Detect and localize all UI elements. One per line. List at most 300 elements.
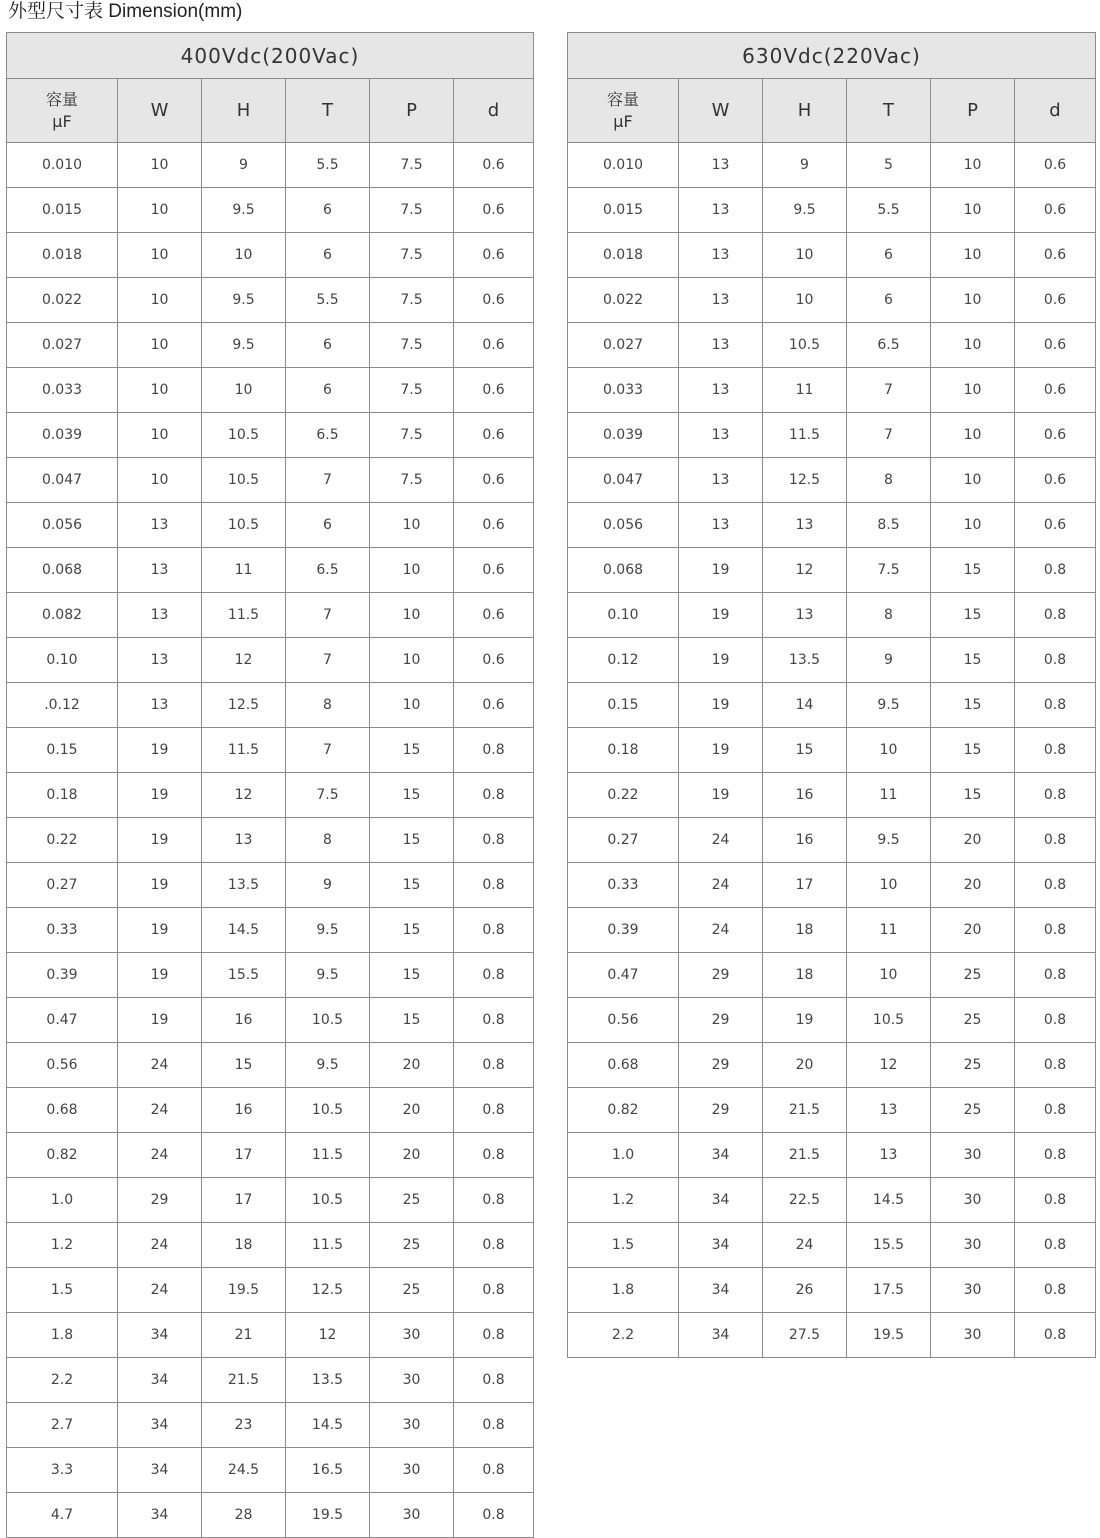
width-cell: 13 (118, 683, 202, 728)
capacitance-header (568, 79, 679, 143)
thickness-cell: 9.5 (286, 953, 370, 998)
capacitance-cell: 0.18 (7, 773, 118, 818)
height-cell: 19 (763, 998, 847, 1043)
height-cell: 10 (202, 368, 286, 413)
lead-diameter-cell: 0.8 (1015, 548, 1096, 593)
height-cell: 10 (763, 278, 847, 323)
height-cell: 10 (763, 233, 847, 278)
thickness-cell: 9 (286, 863, 370, 908)
lead-diameter-cell: 0.8 (1015, 998, 1096, 1043)
thickness-cell: 10.5 (286, 1178, 370, 1223)
thickness-header: T (847, 79, 931, 143)
lead-diameter-cell: 0.6 (454, 458, 534, 503)
width-cell: 24 (118, 1088, 202, 1133)
width-cell: 34 (679, 1223, 763, 1268)
thickness-cell: 6 (286, 323, 370, 368)
lead-diameter-cell: 0.6 (1015, 143, 1096, 188)
table-row (7, 1178, 534, 1223)
table-row (568, 908, 1096, 953)
lead-diameter-cell: 0.6 (454, 143, 534, 188)
width-cell: 13 (679, 233, 763, 278)
pitch-cell: 25 (370, 1268, 454, 1313)
table-row (7, 548, 534, 593)
lead-diameter-cell: 0.8 (1015, 638, 1096, 683)
thickness-cell: 14.5 (847, 1178, 931, 1223)
thickness-cell: 7 (286, 458, 370, 503)
capacitance-cell: 0.056 (568, 503, 679, 548)
table-row (568, 1223, 1096, 1268)
table-row (568, 953, 1096, 998)
width-cell: 10 (118, 278, 202, 323)
pitch-cell: 10 (370, 683, 454, 728)
height-cell: 10.5 (202, 503, 286, 548)
capacitance-cell: 0.047 (568, 458, 679, 503)
thickness-cell: 11 (847, 773, 931, 818)
thickness-cell: 12.5 (286, 1268, 370, 1313)
pitch-cell: 15 (931, 593, 1015, 638)
thickness-cell: 6.5 (286, 413, 370, 458)
table-row (568, 188, 1096, 233)
thickness-cell: 19.5 (847, 1313, 931, 1358)
height-cell: 15 (763, 728, 847, 773)
width-cell: 13 (679, 278, 763, 323)
lead-diameter-cell: 0.8 (1015, 1223, 1096, 1268)
height-cell: 13 (763, 503, 847, 548)
table-row (568, 728, 1096, 773)
height-cell: 12 (763, 548, 847, 593)
height-cell: 21.5 (763, 1133, 847, 1178)
table-row (568, 1178, 1096, 1223)
thickness-cell: 11.5 (286, 1133, 370, 1178)
width-cell: 13 (679, 413, 763, 458)
width-cell: 10 (118, 143, 202, 188)
pitch-cell: 30 (370, 1313, 454, 1358)
width-cell: 19 (118, 953, 202, 998)
pitch-cell: 7.5 (370, 143, 454, 188)
width-cell: 24 (679, 908, 763, 953)
table-row (568, 1268, 1096, 1313)
thickness-cell: 13 (847, 1088, 931, 1133)
pitch-cell: 10 (931, 188, 1015, 233)
height-cell: 9.5 (202, 278, 286, 323)
table-row (7, 593, 534, 638)
thickness-cell: 10 (847, 728, 931, 773)
width-cell: 13 (118, 593, 202, 638)
capacitance-cell: 0.018 (7, 233, 118, 278)
pitch-cell: 30 (370, 1493, 454, 1538)
width-cell: 24 (118, 1268, 202, 1313)
capacitance-cell: 1.8 (568, 1268, 679, 1313)
lead-diameter-cell: 0.6 (454, 233, 534, 278)
thickness-cell: 6 (286, 188, 370, 233)
height-cell: 13 (763, 593, 847, 638)
lead-diameter-cell: 0.8 (454, 1133, 534, 1178)
thickness-cell: 10 (847, 953, 931, 998)
width-cell: 13 (679, 143, 763, 188)
table-row (7, 413, 534, 458)
table-row (7, 458, 534, 503)
lead-diameter-cell: 0.8 (1015, 1178, 1096, 1223)
capacitance-cell: 1.2 (7, 1223, 118, 1268)
pitch-cell: 10 (370, 548, 454, 593)
table-row (7, 1448, 534, 1493)
table-row (568, 1088, 1096, 1133)
capacitance-cell: 0.22 (568, 773, 679, 818)
lead-diameter-cell: 0.6 (454, 188, 534, 233)
pitch-cell: 7.5 (370, 188, 454, 233)
height-cell: 11.5 (202, 593, 286, 638)
width-cell: 13 (679, 368, 763, 413)
capacitance-cell: 0.010 (568, 143, 679, 188)
width-cell: 10 (118, 233, 202, 278)
width-cell: 29 (679, 953, 763, 998)
table-row (7, 323, 534, 368)
width-cell: 24 (118, 1223, 202, 1268)
thickness-cell: 11.5 (286, 1223, 370, 1268)
table-row (7, 1133, 534, 1178)
table-row (568, 143, 1096, 188)
capacitance-cell: 0.039 (7, 413, 118, 458)
height-cell: 21.5 (202, 1358, 286, 1403)
table-row (568, 1043, 1096, 1088)
lead-diameter-cell: 0.8 (454, 1268, 534, 1313)
thickness-cell: 7 (847, 413, 931, 458)
pitch-cell: 15 (370, 728, 454, 773)
height-cell: 12 (202, 773, 286, 818)
lead-diameter-cell: 0.8 (454, 863, 534, 908)
width-cell: 19 (118, 998, 202, 1043)
capacitance-header-line1: 容量 (606, 89, 639, 109)
pitch-cell: 25 (931, 953, 1015, 998)
pitch-cell: 7.5 (370, 413, 454, 458)
width-cell: 19 (118, 728, 202, 773)
thickness-cell: 7 (847, 368, 931, 413)
pitch-cell: 30 (931, 1133, 1015, 1178)
table-row (568, 233, 1096, 278)
lead-diameter-cell: 0.8 (1015, 1133, 1096, 1178)
pitch-cell: 15 (931, 728, 1015, 773)
height-cell: 16 (763, 773, 847, 818)
capacitance-cell: 0.022 (568, 278, 679, 323)
pitch-cell: 30 (931, 1223, 1015, 1268)
table-row (7, 863, 534, 908)
height-cell: 19.5 (202, 1268, 286, 1313)
height-cell: 12.5 (763, 458, 847, 503)
pitch-cell: 15 (370, 863, 454, 908)
capacitance-cell: 0.22 (7, 818, 118, 863)
height-cell: 11.5 (763, 413, 847, 458)
capacitance-cell: 1.5 (7, 1268, 118, 1313)
table-row (568, 278, 1096, 323)
height-cell: 11.5 (202, 728, 286, 773)
table-row (568, 1133, 1096, 1178)
pitch-cell: 30 (931, 1313, 1015, 1358)
capacitance-cell: 0.015 (568, 188, 679, 233)
pitch-cell: 25 (370, 1178, 454, 1223)
thickness-cell: 6 (286, 233, 370, 278)
thickness-cell: 6.5 (847, 323, 931, 368)
lead-diameter-cell: 0.8 (454, 818, 534, 863)
width-cell: 34 (118, 1493, 202, 1538)
pitch-cell: 20 (931, 818, 1015, 863)
pitch-cell: 20 (931, 863, 1015, 908)
capacitance-cell: 0.056 (7, 503, 118, 548)
voltage-title: 630Vdc(220Vac) (568, 33, 1096, 79)
height-cell: 9.5 (202, 188, 286, 233)
width-cell: 24 (679, 818, 763, 863)
width-cell: 34 (679, 1178, 763, 1223)
capacitance-cell: 0.015 (7, 188, 118, 233)
table-row (7, 1493, 534, 1538)
capacitance-cell: 0.039 (568, 413, 679, 458)
width-cell: 24 (118, 1133, 202, 1178)
thickness-cell: 5.5 (286, 278, 370, 323)
pitch-cell: 15 (370, 818, 454, 863)
height-cell: 17 (763, 863, 847, 908)
table-row (7, 638, 534, 683)
capacitance-cell: 0.33 (568, 863, 679, 908)
thickness-cell: 5 (847, 143, 931, 188)
height-cell: 21.5 (763, 1088, 847, 1133)
thickness-cell: 19.5 (286, 1493, 370, 1538)
width-cell: 13 (679, 458, 763, 503)
capacitance-cell: 0.27 (568, 818, 679, 863)
capacitance-cell: 0.027 (568, 323, 679, 368)
table-row (568, 683, 1096, 728)
table-row (568, 818, 1096, 863)
thickness-cell: 8 (286, 818, 370, 863)
lead-diameter-cell: 0.8 (1015, 1313, 1096, 1358)
thickness-cell: 7 (286, 593, 370, 638)
capacitance-cell: 0.56 (568, 998, 679, 1043)
pitch-cell: 7.5 (370, 368, 454, 413)
height-cell: 9 (763, 143, 847, 188)
lead-diameter-cell: 0.6 (454, 638, 534, 683)
lead-diameter-cell: 0.8 (1015, 683, 1096, 728)
thickness-cell: 7.5 (286, 773, 370, 818)
height-cell: 16 (763, 818, 847, 863)
lead-diameter-cell: 0.8 (1015, 728, 1096, 773)
lead-diameter-cell: 0.6 (454, 593, 534, 638)
thickness-cell: 10 (847, 863, 931, 908)
thickness-cell: 7.5 (847, 548, 931, 593)
lead-diameter-cell: 0.8 (454, 1448, 534, 1493)
pitch-cell: 30 (931, 1178, 1015, 1223)
thickness-cell: 9.5 (286, 908, 370, 953)
capacitance-cell: 0.39 (568, 908, 679, 953)
height-cell: 13.5 (202, 863, 286, 908)
table-row (568, 548, 1096, 593)
thickness-cell: 9.5 (847, 683, 931, 728)
capacitance-cell: 0.047 (7, 458, 118, 503)
width-cell: 10 (118, 458, 202, 503)
width-cell: 10 (118, 368, 202, 413)
thickness-cell: 15.5 (847, 1223, 931, 1268)
capacitance-cell: 1.2 (568, 1178, 679, 1223)
dimension-table-630vdc (567, 32, 1096, 1358)
height-cell: 9.5 (763, 188, 847, 233)
capacitance-cell: 0.47 (7, 998, 118, 1043)
pitch-cell: 30 (370, 1448, 454, 1493)
thickness-cell: 8 (847, 458, 931, 503)
height-cell: 18 (202, 1223, 286, 1268)
width-cell: 24 (118, 1043, 202, 1088)
thickness-cell: 9 (847, 638, 931, 683)
pitch-cell: 20 (370, 1133, 454, 1178)
capacitance-cell: 1.0 (568, 1133, 679, 1178)
voltage-title: 400Vdc(200Vac) (7, 33, 534, 79)
lead-diameter-cell: 0.8 (454, 998, 534, 1043)
lead-diameter-cell: 0.8 (454, 908, 534, 953)
pitch-cell: 30 (370, 1358, 454, 1403)
height-cell: 17 (202, 1133, 286, 1178)
capacitance-cell: 0.15 (568, 683, 679, 728)
thickness-cell: 12 (286, 1313, 370, 1358)
capacitance-cell: 1.8 (7, 1313, 118, 1358)
width-cell: 19 (118, 818, 202, 863)
thickness-cell: 9.5 (286, 1043, 370, 1088)
thickness-cell: 17.5 (847, 1268, 931, 1313)
pitch-cell: 10 (931, 368, 1015, 413)
pitch-header: P (370, 79, 454, 143)
capacitance-header-line2: μF (52, 111, 72, 131)
lead-diameter-cell: 0.8 (1015, 1268, 1096, 1313)
height-cell: 24.5 (202, 1448, 286, 1493)
table-row (7, 503, 534, 548)
height-cell: 16 (202, 1088, 286, 1133)
height-cell: 27.5 (763, 1313, 847, 1358)
pitch-cell: 10 (931, 233, 1015, 278)
width-cell: 10 (118, 413, 202, 458)
pitch-cell: 10 (931, 503, 1015, 548)
capacitance-cell: 0.47 (568, 953, 679, 998)
height-cell: 9.5 (202, 323, 286, 368)
height-cell: 18 (763, 953, 847, 998)
pitch-cell: 20 (370, 1043, 454, 1088)
table-row (7, 773, 534, 818)
table-row (7, 233, 534, 278)
capacitance-cell: 0.082 (7, 593, 118, 638)
width-cell: 19 (118, 773, 202, 818)
thickness-cell: 14.5 (286, 1403, 370, 1448)
thickness-cell: 11 (847, 908, 931, 953)
table-row (7, 368, 534, 413)
thickness-cell: 6 (286, 503, 370, 548)
capacitance-cell: 0.033 (7, 368, 118, 413)
pitch-cell: 15 (931, 548, 1015, 593)
capacitance-cell: 0.027 (7, 323, 118, 368)
pitch-cell: 10 (931, 458, 1015, 503)
height-cell: 9 (202, 143, 286, 188)
capacitance-cell: 0.82 (7, 1133, 118, 1178)
table-row (568, 638, 1096, 683)
thickness-cell: 13 (847, 1133, 931, 1178)
capacitance-header-line1: 容量 (45, 89, 78, 109)
table-row (568, 863, 1096, 908)
pitch-cell: 10 (370, 638, 454, 683)
pitch-cell: 25 (931, 1088, 1015, 1133)
height-cell: 10.5 (202, 413, 286, 458)
width-cell: 34 (118, 1358, 202, 1403)
height-cell: 26 (763, 1268, 847, 1313)
lead-diameter-cell: 0.6 (454, 323, 534, 368)
height-cell: 10.5 (202, 458, 286, 503)
pitch-cell: 15 (931, 683, 1015, 728)
height-cell: 21 (202, 1313, 286, 1358)
width-cell: 19 (679, 548, 763, 593)
table-row (568, 593, 1096, 638)
lead-diameter-cell: 0.6 (1015, 188, 1096, 233)
width-cell: 19 (679, 638, 763, 683)
capacitance-cell: 0.10 (568, 593, 679, 638)
height-cell: 16 (202, 998, 286, 1043)
capacitance-cell: 0.68 (568, 1043, 679, 1088)
lead-diameter-cell: 0.8 (454, 1043, 534, 1088)
width-cell: 34 (679, 1268, 763, 1313)
capacitance-header-line2: μF (613, 111, 633, 131)
table-row (7, 188, 534, 233)
lead-diameter-cell: 0.6 (454, 413, 534, 458)
lead-diameter-cell: 0.8 (454, 953, 534, 998)
capacitance-header (7, 79, 118, 143)
height-cell: 12.5 (202, 683, 286, 728)
height-cell: 14 (763, 683, 847, 728)
capacitance-cell: 0.12 (568, 638, 679, 683)
capacitance-cell: 2.7 (7, 1403, 118, 1448)
lead-diameter-cell: 0.8 (454, 1088, 534, 1133)
capacitance-cell: .0.12 (7, 683, 118, 728)
lead-diameter-cell: 0.8 (454, 1313, 534, 1358)
thickness-cell: 10.5 (286, 998, 370, 1043)
lead-diameter-cell: 0.6 (1015, 278, 1096, 323)
pitch-cell: 30 (931, 1268, 1015, 1313)
lead-diameter-header: d (454, 79, 534, 143)
capacitance-cell: 0.15 (7, 728, 118, 773)
lead-diameter-cell: 0.8 (454, 1178, 534, 1223)
table-row (7, 1268, 534, 1313)
table-row (7, 143, 534, 188)
width-cell: 24 (679, 863, 763, 908)
height-cell: 15 (202, 1043, 286, 1088)
capacitance-cell: 2.2 (568, 1313, 679, 1358)
height-cell: 14.5 (202, 908, 286, 953)
thickness-cell: 6 (847, 278, 931, 323)
capacitance-cell: 4.7 (7, 1493, 118, 1538)
width-cell: 13 (679, 503, 763, 548)
capacitance-cell: 0.10 (7, 638, 118, 683)
capacitance-cell: 0.018 (568, 233, 679, 278)
thickness-cell: 8 (286, 683, 370, 728)
width-cell: 13 (118, 548, 202, 593)
table-row (568, 1313, 1096, 1358)
pitch-cell: 30 (370, 1403, 454, 1448)
height-cell: 10.5 (763, 323, 847, 368)
thickness-cell: 8.5 (847, 503, 931, 548)
table-row (568, 458, 1096, 503)
lead-diameter-cell: 0.8 (454, 1358, 534, 1403)
thickness-cell: 12 (847, 1043, 931, 1088)
lead-diameter-cell: 0.8 (1015, 953, 1096, 998)
width-cell: 29 (679, 1088, 763, 1133)
pitch-cell: 10 (931, 413, 1015, 458)
table-row (7, 953, 534, 998)
height-cell: 28 (202, 1493, 286, 1538)
height-cell: 17 (202, 1178, 286, 1223)
pitch-cell: 20 (931, 908, 1015, 953)
lead-diameter-cell: 0.6 (1015, 503, 1096, 548)
table-row (568, 503, 1096, 548)
thickness-cell: 6 (847, 233, 931, 278)
